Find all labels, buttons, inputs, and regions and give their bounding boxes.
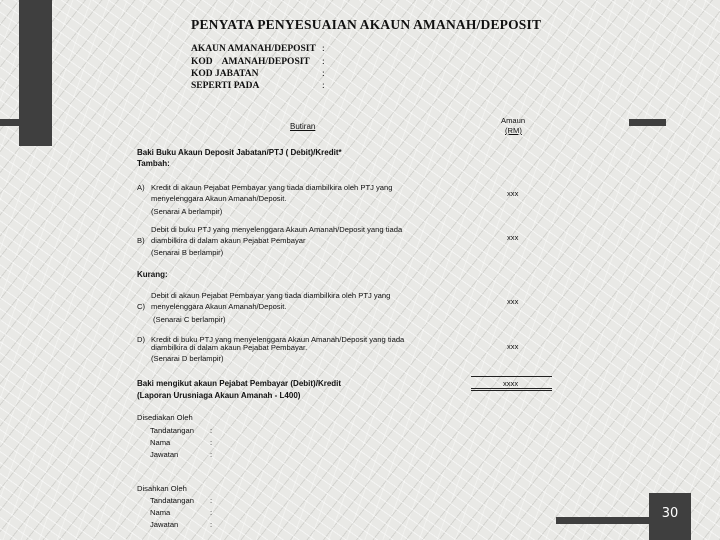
prepared-name-label: Nama	[150, 438, 171, 447]
prepared-signature-label: Tandatangan	[150, 426, 194, 435]
page-number: 30	[661, 506, 679, 521]
verified-name-colon: :	[210, 508, 213, 517]
item-b-marker: B)	[137, 236, 145, 245]
closing-balance-line1: Baki mengikut akaun Pejabat Pembayar (Debit)/Kredit	[137, 379, 342, 388]
prepared-by-heading: Disediakan Oleh	[137, 413, 193, 422]
item-a-line1: Kredit di akaun Pejabat Pembayar yang tiada diambilkira oleh PTJ yang	[151, 183, 393, 192]
decorative-bar-top-left	[0, 119, 52, 126]
item-a-line2: menyelenggara Akaun Amanah/Deposit.	[151, 194, 287, 203]
header-colon-kod-amanah: :	[322, 57, 325, 67]
column-header-rm: (RM)	[505, 126, 522, 135]
item-a-note: (Senarai A berlampir)	[151, 207, 223, 216]
decorative-bar-bottom	[556, 517, 649, 524]
header-label-kod-jabatan: KOD JABATAN	[191, 69, 259, 79]
header-label-kod-amanah: KOD AMANAH/DEPOSIT	[191, 57, 310, 67]
sum-rule-top	[471, 376, 552, 377]
sum-rule-double-2	[471, 390, 552, 391]
column-header-amaun: Amaun	[501, 116, 526, 125]
verified-name-label: Nama	[150, 508, 171, 517]
header-colon-kod-jabatan: :	[322, 69, 325, 79]
item-c-marker: C)	[137, 302, 146, 311]
item-b-line2: diambilkira di dalam akaun Pejabat Pembayar	[151, 236, 306, 245]
closing-balance-amount: xxxx	[503, 379, 519, 388]
item-b-amount: xxx	[507, 233, 519, 242]
prepared-name-colon: :	[210, 438, 213, 447]
item-b-line1: Debit di buku PTJ yang menyelenggara Akaun Amanah/Deposit yang tiada	[151, 225, 403, 234]
sum-rule-double-1	[471, 388, 552, 389]
item-a-amount: xxx	[507, 189, 519, 198]
item-b-note: (Senarai B berlampir)	[151, 248, 224, 257]
decorative-bar-top-right	[629, 119, 666, 126]
opening-balance-label: Baki Buku Akaun Deposit Jabatan/PTJ ( Debit)/Kredit*	[137, 148, 342, 157]
item-c-amount: xxx	[507, 297, 519, 306]
item-a-marker: A)	[137, 183, 145, 192]
item-d-amount: xxx	[507, 342, 519, 351]
verified-signature-label: Tandatangan	[150, 496, 194, 505]
document-title: PENYATA PENYESUAIAN AKAUN AMANAH/DEPOSIT	[191, 17, 542, 32]
item-d-note: (Senarai D berlampir)	[151, 354, 224, 363]
verified-position-label: Jawatan	[150, 520, 179, 529]
header-label-seperti-pada: SEPERTI PADA	[191, 81, 260, 91]
verified-signature-colon: :	[210, 496, 213, 505]
column-header-butiran: Butiran	[290, 122, 316, 131]
kurang-heading: Kurang:	[137, 270, 168, 279]
item-c-line1: Debit di akaun Pejabat Pembayar yang tiada diambilkira oleh PTJ yang	[151, 291, 391, 300]
item-d-line2: diambilkira di dalam akaun Pejabat Pembayar.	[151, 343, 308, 352]
item-c-line2: menyelenggara Akaun Amanah/Deposit.	[151, 302, 287, 311]
closing-balance-line2: (Laporan Urusniaga Akaun Amanah - L400)	[137, 391, 301, 400]
verified-by-heading: Disahkan Oleh	[137, 484, 187, 493]
header-colon-akaun: :	[322, 44, 325, 54]
header-colon-seperti-pada: :	[322, 81, 325, 91]
item-d-line1: Kredit di buku PTJ yang menyelenggara Akaun Amanah/Deposit yang tiada	[151, 335, 405, 344]
verified-position-colon: :	[210, 520, 213, 529]
item-c-note: (Senarai C berlampir)	[153, 315, 226, 324]
header-label-akaun: AKAUN AMANAH/DEPOSIT	[191, 44, 316, 54]
prepared-signature-colon: :	[210, 426, 213, 435]
prepared-position-colon: :	[210, 450, 213, 459]
item-d-marker: D)	[137, 335, 146, 344]
prepared-position-label: Jawatan	[150, 450, 179, 459]
tambah-heading: Tambah:	[137, 159, 170, 168]
